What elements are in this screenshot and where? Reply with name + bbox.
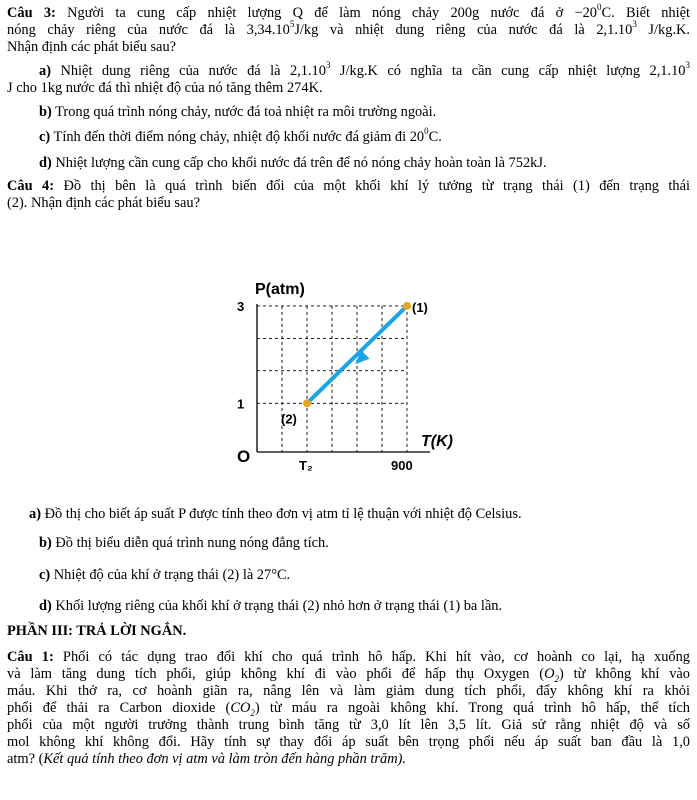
p3q1-line-2: và làm tăng dung tích phổi, giúp không khí đi vào phổi để hấp thụ Oxygen $(O_2)$ từ không khí vào: [7, 666, 691, 684]
q3-statement-a-cont: J cho 1kg nước đá thì nhiệt độ của nó tăng thêm 274K.: [7, 80, 323, 96]
q4-statement-d: d) Khối lượng riêng của khối khí ở trạng thái (2) nhỏ hơn ở trạng thái (1) ba lần.: [39, 598, 503, 614]
q4-line-1: Câu 4: Đồ thị bên là quá trình biến đổi của một khối khí lý tưởng từ trạng thái (1) đến trạng thái: [7, 178, 690, 194]
q3-statement-d: d) Nhiệt lượng cần cung cấp cho khối nước đá trên để nó nóng chảy hoàn toàn là 752kJ.: [39, 155, 547, 171]
q3-label: Câu 3:: [7, 5, 56, 21]
pt-graph: [225, 268, 465, 478]
y-tick-3: 3: [237, 298, 245, 314]
x-axis-title: T(K): [421, 433, 453, 450]
q4-line-2: (2). Nhận định các phát biểu sau?: [7, 195, 201, 211]
p3q1-line-1: Câu 1: Phổi có tác dụng trao đổi khí cho quá trình hô hấp. Khi hít vào, cơ hoành co lại, hạ xuống: [7, 649, 690, 665]
q4-statement-b: b) Đồ thị biểu diễn quá trình nung nóng đẳng tích.: [39, 535, 329, 551]
q3-statement-c: c) Tính đến thời điểm nóng chảy, nhiệt độ khối nước đá giảm đi $20^0C$.: [39, 126, 442, 145]
q4-statement-a: a) Đồ thị cho biết áp suất P được tính theo đơn vị atm tỉ lệ thuận với nhiệt độ Celsius.: [29, 506, 522, 522]
q4-statement-c: c) Nhiệt độ của khí ở trạng thái (2) là 27°C.: [39, 567, 291, 583]
p3q1-line-3: máu. Khi thở ra, cơ hoành giãn ra, nâng lên và làm giảm dung tích phổi, đẩy không khí ra khỏi: [7, 683, 690, 699]
origin-label: O: [237, 447, 251, 466]
point-state-2: [303, 399, 311, 407]
p3q1-line-6: mol không khí không đổi. Hãy tính sự thay đổi áp suất bên trọng phổi nếu áp suất ban đầu là 1,0: [7, 734, 690, 750]
chart-axes: [257, 304, 430, 452]
x-tick-900: 900: [391, 458, 413, 473]
part3-heading: PHẦN III: TRẢ LỜI NGẮN.: [7, 623, 187, 639]
point-label-2: (2): [281, 411, 297, 427]
x-tick-t2: T₂: [299, 458, 313, 473]
chart-labels: [237, 281, 453, 473]
q3-statement-a: a) Nhiệt dung riêng của nước đá là 2,1.10$^3$ J/kg.K có nghĩa ta cần cung cấp nhiệt lượng 2,1.10$^3$: [39, 60, 690, 79]
p3q1-line-5: phổi của một người trưởng thành trung bình tăng từ 3,0 lít lên 3,5 lít. Giả sử rằng nhiệt độ và số: [7, 717, 690, 733]
p3q1-line-4: phổi để thải ra Carbon dioxide $(CO_2)$ từ máu ra ngoài không khí. Trong quá trình hô hấp, thể tích: [7, 700, 690, 718]
point-state-1: [403, 302, 411, 310]
q4-label: Câu 4:: [7, 178, 55, 194]
q3-line-3: Nhận định các phát biểu sau?: [7, 39, 177, 55]
p3q1-label: Câu 1:: [7, 649, 54, 665]
q3-line-1: Câu 3: Người ta cung cấp nhiệt lượng Q để làm nóng chảy 200g nước đá ở $-20^0C$. Biết nhiệt: [7, 2, 691, 21]
q3-line-2: nóng chảy riêng của nước đá là 3,34.10$^5$J/kg và nhiệt dung riêng của nước đá là 2,1.10$^3$ J/kg.K.: [7, 19, 690, 38]
q3-statement-b: b) Trong quá trình nóng chảy, nước đá toả nhiệt ra môi trường ngoài.: [39, 104, 437, 120]
y-tick-1: 1: [237, 396, 245, 412]
p3q1-line-7: atm? (Kết quả tính theo đơn vị atm và làm tròn đến hàng phần trăm).: [7, 751, 406, 767]
y-axis-title: P(atm): [255, 281, 305, 298]
point-label-1: (1): [412, 299, 428, 315]
